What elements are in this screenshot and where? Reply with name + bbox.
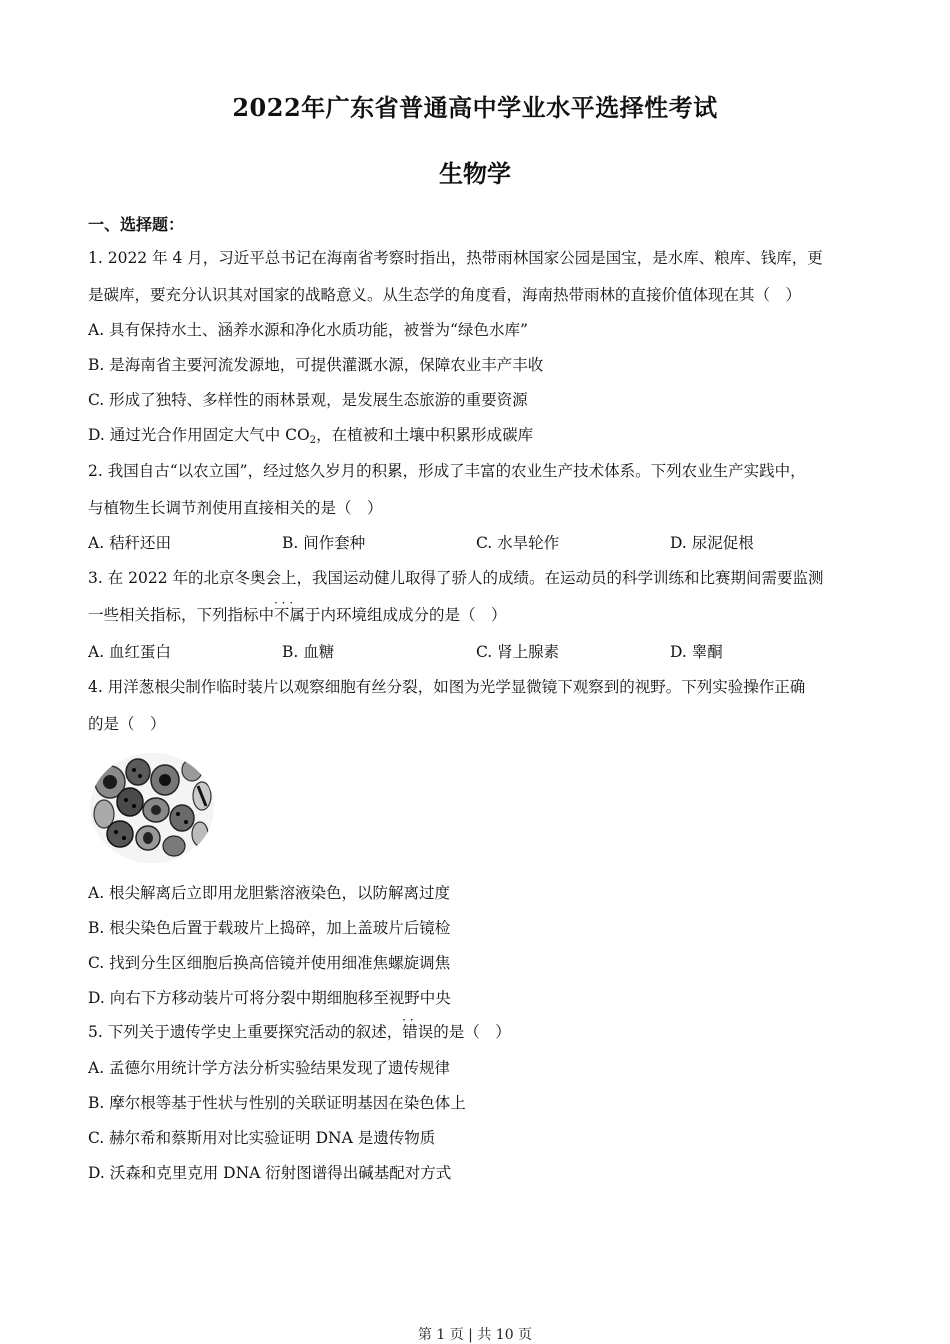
question-3-line-1: 3. 在 2022 年的北京冬奥会上，我国运动健儿取得了骄人的成绩。在运动员的科学训练和比赛期间需要监测 (88, 569, 824, 587)
question-1-line-2: 是碳库，要充分认识其对国家的战略意义。从生态学的角度看，海南热带雨林的直接价值体现在其（ ） (88, 286, 802, 304)
question-1-option-d-subscript: 2 (309, 435, 317, 446)
question-3-line-2-text-end: 内环境组成成分的是（ ） (320, 606, 507, 624)
question-1-option-c: C. 形成了独特、多样性的雨林景观，是发展生态旅游的重要资源 (88, 391, 528, 409)
question-5-line-1-text-end: 的是（ ） (433, 1023, 511, 1041)
question-4-option-a: A. 根尖解离后立即用龙胆紫溶液染色，以防解离过度 (88, 884, 451, 902)
question-1-option-b: B. 是海南省主要河流发源地，可提供灌溉水源，保障农业丰产丰收 (88, 356, 544, 374)
question-3-line-2-text: 一些相关指标，下列指标中 (88, 606, 275, 624)
question-1-option-d-text-end: ，在植被和土壤中积累形成碳库 (316, 426, 534, 444)
question-5-option-d: D. 沃森和克里克用 DNA 衍射图谱得出碱基配对方式 (88, 1164, 452, 1182)
question-4-option-c: C. 找到分生区细胞后换高倍镜并使用细准焦螺旋调焦 (88, 954, 451, 972)
question-5-option-c: C. 赫尔希和蔡斯用对比实验证明 DNA 是遗传物质 (88, 1129, 436, 1147)
question-4-line-1: 4. 用洋葱根尖制作临时装片以观察细胞有丝分裂，如图为光学显微镜下观察到的视野。下列实验操作正确 (88, 678, 806, 696)
question-2-line-1: 2. 我国自古“以农立国”，经过悠久岁月的积累，形成了丰富的农业生产技术体系。下列农业生产实践中， (88, 462, 806, 480)
page-footer: 第 1 页 | 共 10 页 (417, 1327, 533, 1343)
question-5-line-1 (88, 1022, 511, 1042)
question-4-option-d: D. 向右下方移动装片可将分裂中期细胞移至视野中央 (88, 989, 451, 1007)
question-1-option-d-text: D. 通过光合作用固定大气中 CO (88, 426, 310, 444)
exam-title: 2022年广东省普通高中学业水平选择性考试 (232, 93, 718, 122)
question-2-line-2: 与植物生长调节剂使用直接相关的是（ ） (88, 499, 383, 517)
section-heading: 一、选择题： (88, 215, 185, 234)
question-3-line-2 (88, 605, 507, 625)
question-5-option-a: A. 孟德尔用统计学方法分析实验结果发现了遗传规律 (88, 1059, 451, 1077)
question-3-option-d: D. 睾酮 (670, 643, 723, 661)
question-3-option-a: A. 血红蛋白 (88, 643, 172, 661)
question-4-line-2: 的是（ ） (88, 715, 166, 733)
question-3-option-b: B. 血糖 (282, 643, 335, 661)
exam-subject: 生物学 (439, 159, 511, 188)
question-5-option-b: B. 摩尔根等基于性状与性别的关联证明基因在染色体上 (88, 1094, 466, 1112)
question-2-option-b: B. 间作套种 (282, 534, 366, 552)
question-1-line-1: 1. 2022 年 4 月，习近平总书记在海南省考察时指出，热带雨林国家公园是国宝，是水库、粮库、钱库，更 (88, 249, 823, 267)
question-2-option-a: A. 秸秆还田 (88, 534, 172, 552)
question-5-emphasis: · · 错误 (402, 1023, 433, 1041)
question-4-option-b: B. 根尖染色后置于载玻片上捣碎，加上盖玻片后镜检 (88, 919, 451, 937)
question-2-option-c: C. 水旱轮作 (476, 534, 560, 552)
question-3-emphasis: · · · 不属于 (274, 606, 321, 624)
question-5-line-1-text: 5. 下列关于遗传学史上重要探究活动的叙述， (88, 1023, 403, 1041)
question-2-option-d: D. 尿泥促根 (670, 534, 754, 552)
question-1-option-a: A. 具有保持水土、涵养水源和净化水质功能，被誉为“绿色水库” (88, 321, 528, 339)
microscope-view-figure (90, 752, 220, 864)
question-3-option-c: C. 肾上腺素 (476, 643, 560, 661)
question-1-option-d (88, 425, 533, 451)
